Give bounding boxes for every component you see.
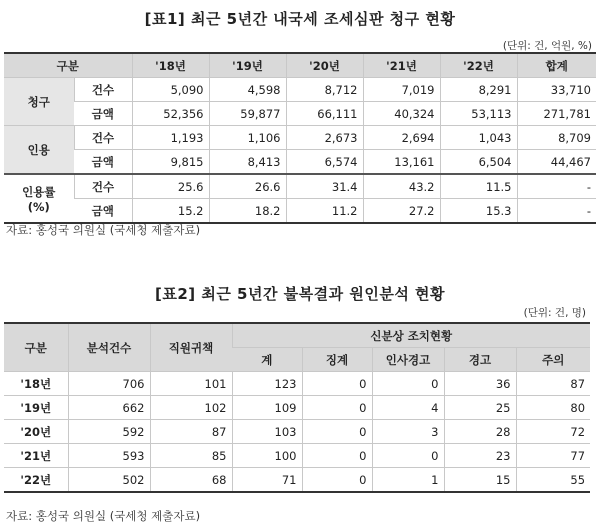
cell: 18.2 (209, 199, 286, 224)
cell: 33,710 (517, 78, 596, 102)
cell: 8,709 (517, 126, 596, 150)
table2-unit: (단위: 건, 명) (523, 307, 586, 319)
table2-header-row-1 (4, 323, 590, 348)
header-status-discipline: 징계 (302, 348, 372, 372)
table-row (4, 420, 590, 444)
cell: 25.6 (132, 174, 209, 199)
cell: 0 (302, 420, 372, 444)
cell: 4,598 (209, 78, 286, 102)
table1-unit: (단위: 건, 억원, %) (502, 40, 592, 52)
table1-source: 자료: 홍성국 의원실 (국세청 제출자료) (6, 223, 201, 237)
table-row (4, 199, 596, 224)
cell: 8,712 (286, 78, 363, 102)
cell: 31.4 (286, 174, 363, 199)
header-total: 합계 (517, 53, 596, 78)
cell: 66,111 (286, 102, 363, 126)
cell: 4 (372, 396, 444, 420)
header-gubun: 구분 (4, 323, 68, 372)
cell: 87 (516, 372, 590, 396)
cell: 23 (444, 444, 516, 468)
cell: 15 (444, 468, 516, 493)
row-sub-label: 건수 (74, 174, 132, 199)
cell: 2,673 (286, 126, 363, 150)
cell: 593 (68, 444, 150, 468)
cell: 3 (372, 420, 444, 444)
row-year: '20년 (4, 420, 68, 444)
cell: - (517, 174, 596, 199)
cell: 28 (444, 420, 516, 444)
cell: 11.5 (440, 174, 517, 199)
cell: 0 (372, 372, 444, 396)
cell: 8,291 (440, 78, 517, 102)
cell: 7,019 (363, 78, 440, 102)
cell: 502 (68, 468, 150, 493)
table1-title: [표1] 최근 5년간 내국세 조세심판 청구 현황 (144, 10, 456, 28)
header-attrib: 직원귀책 (150, 323, 232, 372)
cell: 1,043 (440, 126, 517, 150)
table2-title: [표2] 최근 5년간 불복결과 원인분석 현황 (154, 285, 446, 303)
header-cases: 분석건수 (68, 323, 150, 372)
header-2018: '18년 (132, 53, 209, 78)
cell: 77 (516, 444, 590, 468)
cell: 43.2 (363, 174, 440, 199)
table1-header-row (4, 53, 596, 78)
cell: 26.6 (209, 174, 286, 199)
cell: 101 (150, 372, 232, 396)
row-year: '22년 (4, 468, 68, 493)
row-sub-label: 금액 (74, 150, 132, 175)
cell: 109 (232, 396, 302, 420)
table-row (4, 468, 590, 493)
cell: 662 (68, 396, 150, 420)
header-2020: '20년 (286, 53, 363, 78)
cell: 40,324 (363, 102, 440, 126)
row-sub-label: 금액 (74, 102, 132, 126)
cell: 15.2 (132, 199, 209, 224)
group-label-claim: 청구 (4, 78, 74, 126)
cell: 36 (444, 372, 516, 396)
table2 (4, 322, 590, 493)
header-status-caution: 주의 (516, 348, 590, 372)
cell: 0 (302, 444, 372, 468)
cell: 8,413 (209, 150, 286, 175)
header-gubun: 구분 (4, 53, 132, 78)
cell: 103 (232, 420, 302, 444)
cell: - (517, 199, 596, 224)
row-year: '19년 (4, 396, 68, 420)
cell: 100 (232, 444, 302, 468)
row-year: '18년 (4, 372, 68, 396)
cell: 25 (444, 396, 516, 420)
header-2019: '19년 (209, 53, 286, 78)
cell: 44,467 (517, 150, 596, 175)
cell: 2,694 (363, 126, 440, 150)
cell: 13,161 (363, 150, 440, 175)
group-label-rate (4, 174, 74, 223)
table-row (4, 174, 596, 199)
header-status: 신분상 조치현황 (232, 323, 590, 348)
cell: 71 (232, 468, 302, 493)
cell: 72 (516, 420, 590, 444)
cell: 85 (150, 444, 232, 468)
group-label-accept: 인용 (4, 126, 74, 175)
cell: 15.3 (440, 199, 517, 224)
cell: 706 (68, 372, 150, 396)
cell: 1 (372, 468, 444, 493)
cell: 27.2 (363, 199, 440, 224)
cell: 102 (150, 396, 232, 420)
cell: 1,193 (132, 126, 209, 150)
table-row (4, 126, 596, 150)
cell: 53,113 (440, 102, 517, 126)
cell: 6,504 (440, 150, 517, 175)
table-row (4, 102, 596, 126)
table1 (4, 52, 596, 224)
row-year: '21년 (4, 444, 68, 468)
header-status-hr-warning: 인사경고 (372, 348, 444, 372)
cell: 11.2 (286, 199, 363, 224)
cell: 0 (302, 372, 372, 396)
cell: 5,090 (132, 78, 209, 102)
cell: 9,815 (132, 150, 209, 175)
row-sub-label: 금액 (74, 199, 132, 224)
cell: 1,106 (209, 126, 286, 150)
cell: 52,356 (132, 102, 209, 126)
cell: 123 (232, 372, 302, 396)
cell: 68 (150, 468, 232, 493)
cell: 592 (68, 420, 150, 444)
table-row (4, 444, 590, 468)
header-2022: '22년 (440, 53, 517, 78)
header-2021: '21년 (363, 53, 440, 78)
cell: 55 (516, 468, 590, 493)
header-status-warning: 경고 (444, 348, 516, 372)
cell: 87 (150, 420, 232, 444)
cell: 0 (302, 396, 372, 420)
cell: 0 (302, 468, 372, 493)
cell: 0 (372, 444, 444, 468)
row-sub-label: 건수 (74, 126, 132, 150)
row-sub-label: 건수 (74, 78, 132, 102)
table-row (4, 150, 596, 175)
table-row (4, 396, 590, 420)
group-label-rate-line2: (%) (27, 199, 50, 214)
table-row (4, 372, 590, 396)
table-row (4, 78, 596, 102)
cell: 59,877 (209, 102, 286, 126)
group-label-rate-line1: 인용률 (22, 184, 56, 199)
cell: 80 (516, 396, 590, 420)
table2-source: 자료: 홍성국 의원실 (국세청 제출자료) (6, 509, 201, 523)
header-status-total: 계 (232, 348, 302, 372)
cell: 6,574 (286, 150, 363, 175)
cell: 271,781 (517, 102, 596, 126)
